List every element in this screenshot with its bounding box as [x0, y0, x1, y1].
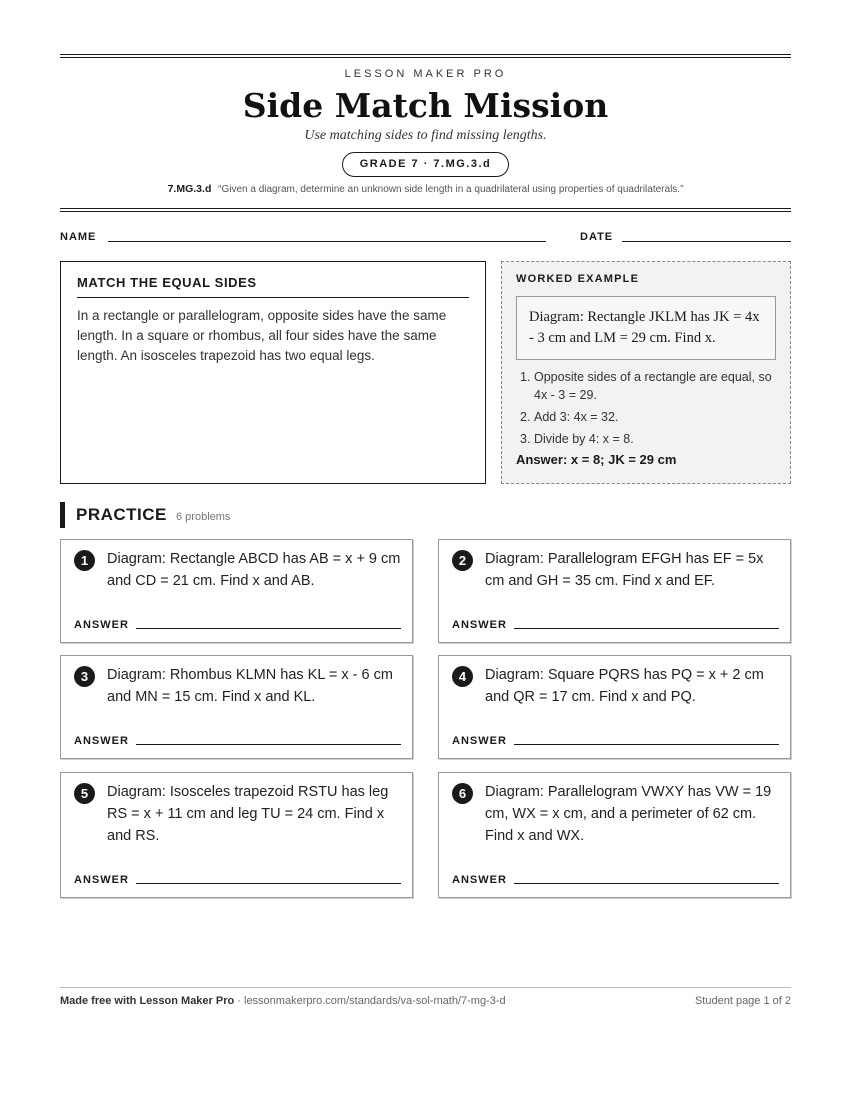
standard-text: “Given a diagram, determine an unknown side length in a quadrilateral using properties of quadrilaterals.”	[218, 184, 684, 195]
top-double-rule	[60, 54, 791, 58]
practice-count: 6 problems	[176, 511, 231, 523]
concept-title: MATCH THE EQUAL SIDES	[77, 275, 469, 298]
worked-example-title: WORKED EXAMPLE	[516, 273, 640, 285]
worked-example-step	[516, 408, 776, 426]
problem-number-badge: 5	[74, 783, 95, 804]
problem-prompt: Diagram: Parallelogram VWXY has VW = 19 cm, WX = x cm, and a perimeter of 62 cm. Find x and WX.	[485, 784, 772, 844]
date-field[interactable]	[622, 241, 791, 242]
problem-card-2	[438, 539, 791, 643]
footer-page-number: Student page 1 of 2	[694, 995, 791, 1007]
answer-label: ANSWER	[74, 619, 129, 631]
problem-card-5	[60, 772, 413, 898]
worked-example-steps	[516, 368, 776, 448]
name-field[interactable]	[108, 241, 546, 242]
standard-code: 7.MG.3.d	[167, 183, 212, 195]
standard-line	[60, 183, 791, 195]
worked-example-step	[516, 368, 776, 404]
answer-label: ANSWER	[74, 874, 129, 886]
footer-url[interactable]: · lessonmakerpro.com/standards/va-sol-math/7-mg-3-d	[234, 995, 506, 1007]
answer-label: ANSWER	[452, 874, 507, 886]
problem-number-badge: 6	[452, 783, 473, 804]
practice-title: PRACTICE	[76, 505, 167, 524]
grade-badge: GRADE 7 · 7.MG.3.d	[342, 152, 509, 177]
answer-field[interactable]	[514, 628, 779, 629]
header-double-rule	[60, 208, 791, 212]
step-text: Add 3: 4x = 32.	[534, 410, 619, 424]
step-text: Opposite sides of a rectangle are equal, so 4x - 3 = 29.	[534, 370, 772, 402]
problem-number-badge: 2	[452, 550, 473, 571]
problem-card-3	[60, 655, 413, 759]
problem-card-1	[60, 539, 413, 643]
worked-example-diagram: Diagram: Rectangle JKLM has JK = 4x - 3 cm and LM = 29 cm. Find x.	[516, 296, 776, 360]
answer-label: ANSWER	[452, 619, 507, 631]
problem-card-4	[438, 655, 791, 759]
footer-credit	[60, 995, 506, 1007]
step-number: 2.	[520, 410, 531, 424]
worked-example-step	[516, 430, 776, 448]
footer-made-with: Made free with Lesson Maker Pro	[60, 995, 235, 1007]
problem-prompt: Diagram: Rhombus KLMN has KL = x - 6 cm and MN = 15 cm. Find x and KL.	[107, 667, 393, 705]
practice-accent-bar	[60, 502, 65, 528]
problem-prompt: Diagram: Rectangle ABCD has AB = x + 9 cm and CD = 21 cm. Find x and AB.	[107, 551, 401, 589]
page-subtitle: Use matching sides to find missing lengths.	[304, 128, 547, 143]
answer-label: ANSWER	[74, 735, 129, 747]
date-label: DATE	[580, 231, 614, 243]
concept-text: In a rectangle or parallelogram, opposite sides have the same length. In a square or rhombus, all four sides have the same length. An isosceles trapezoid has two equal legs.	[77, 308, 447, 363]
worksheet-page	[60, 0, 791, 1100]
step-number: 3.	[520, 432, 531, 446]
problem-card-6	[438, 772, 791, 898]
answer-field[interactable]	[514, 744, 779, 745]
answer-field[interactable]	[136, 744, 401, 745]
problem-number-badge: 1	[74, 550, 95, 571]
concept-box	[60, 261, 486, 484]
answer-label: ANSWER	[452, 735, 507, 747]
problem-number-badge: 4	[452, 666, 473, 687]
answer-field[interactable]	[136, 628, 401, 629]
brand-name: LESSON MAKER PRO	[344, 68, 507, 80]
problem-prompt: Diagram: Square PQRS has PQ = x + 2 cm and QR = 17 cm. Find x and PQ.	[485, 667, 764, 705]
answer-field[interactable]	[136, 883, 401, 884]
step-number: 1.	[520, 370, 531, 384]
footer-rule	[60, 987, 791, 988]
answer-field[interactable]	[514, 883, 779, 884]
worked-example-box	[501, 261, 791, 484]
worked-example-answer: Answer: x = 8; JK = 29 cm	[516, 452, 677, 467]
page-title: Side Match Mission	[242, 86, 609, 125]
step-text: Divide by 4: x = 8.	[534, 432, 634, 446]
problem-prompt: Diagram: Isosceles trapezoid RSTU has leg RS = x + 11 cm and leg TU = 24 cm. Find x and RS.	[107, 784, 389, 844]
problem-prompt: Diagram: Parallelogram EFGH has EF = 5x cm and GH = 35 cm. Find x and EF.	[485, 551, 764, 589]
name-label: NAME	[60, 231, 97, 243]
problem-number-badge: 3	[74, 666, 95, 687]
